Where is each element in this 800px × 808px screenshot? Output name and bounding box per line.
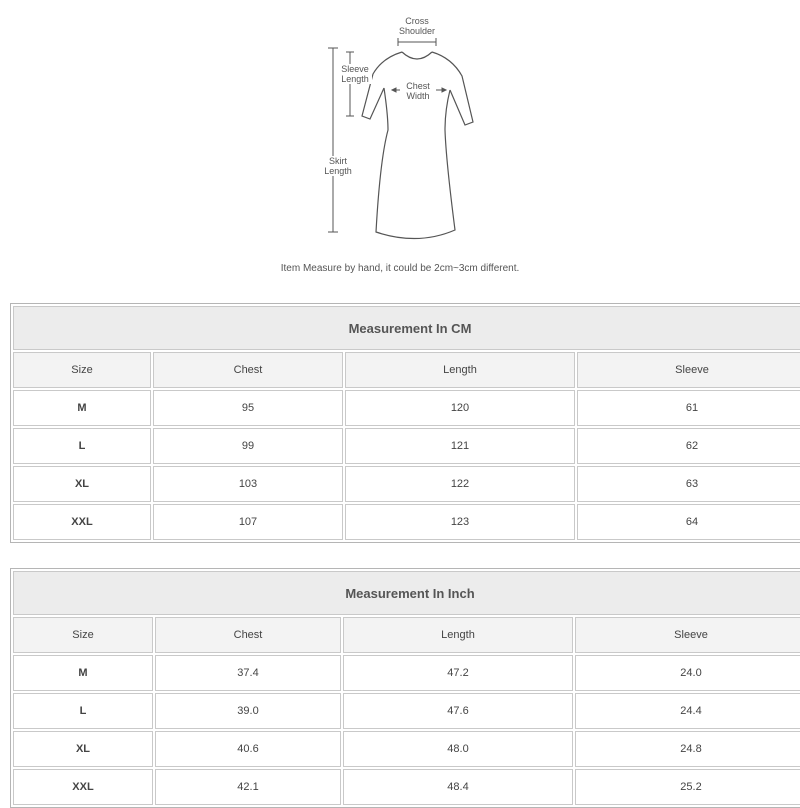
skirt-length-label: Skirt Length — [320, 156, 356, 176]
size-cell: L — [13, 693, 153, 729]
size-cell: L — [13, 428, 151, 464]
sleeve-length-label: Sleeve Length — [338, 64, 372, 84]
table-cell: 62 — [577, 428, 800, 464]
size-table-inch — [10, 568, 800, 808]
size-cell: XXL — [13, 769, 153, 805]
table-cell: 103 — [153, 466, 343, 502]
size-cell: XL — [13, 466, 151, 502]
table-cell: 48.4 — [343, 769, 573, 805]
column-header: Sleeve — [577, 352, 800, 388]
dress-measurement-diagram — [300, 10, 500, 250]
table-cell: 122 — [345, 466, 575, 502]
column-header: Size — [13, 352, 151, 388]
table-cell: 99 — [153, 428, 343, 464]
table-cell: 24.8 — [575, 731, 800, 767]
size-cell: M — [13, 655, 153, 691]
table-row — [13, 390, 800, 426]
column-header: Size — [13, 617, 153, 653]
dress-outline-icon — [300, 10, 500, 250]
table-row — [13, 466, 800, 502]
table-cell: 39.0 — [155, 693, 341, 729]
chest-width-label: Chest Width — [400, 81, 436, 101]
table-row — [13, 428, 800, 464]
table-row — [13, 655, 800, 691]
table-title: Measurement In Inch — [13, 571, 800, 615]
column-header: Length — [345, 352, 575, 388]
size-cell: XL — [13, 731, 153, 767]
table-header-row — [13, 617, 800, 653]
table-cell: 63 — [577, 466, 800, 502]
column-header: Length — [343, 617, 573, 653]
table-row — [13, 693, 800, 729]
table-row — [13, 504, 800, 540]
table-cell: 40.6 — [155, 731, 341, 767]
table-cell: 24.4 — [575, 693, 800, 729]
table-cell: 121 — [345, 428, 575, 464]
column-header: Chest — [155, 617, 341, 653]
table-cell: 37.4 — [155, 655, 341, 691]
table-cell: 47.6 — [343, 693, 573, 729]
table-title: Measurement In CM — [13, 306, 800, 350]
table-cell: 61 — [577, 390, 800, 426]
table-cell: 47.2 — [343, 655, 573, 691]
table-header-row — [13, 352, 800, 388]
table-cell: 107 — [153, 504, 343, 540]
table-cell: 48.0 — [343, 731, 573, 767]
column-header: Chest — [153, 352, 343, 388]
size-table-cm — [10, 303, 800, 543]
table-cell: 95 — [153, 390, 343, 426]
table-cell: 120 — [345, 390, 575, 426]
table-cell: 24.0 — [575, 655, 800, 691]
table-row — [13, 731, 800, 767]
cross-shoulder-label: Cross Shoulder — [398, 16, 436, 36]
table-cell: 42.1 — [155, 769, 341, 805]
column-header: Sleeve — [575, 617, 800, 653]
size-cell: XXL — [13, 504, 151, 540]
measurement-note: Item Measure by hand, it could be 2cm~3cm different. — [280, 263, 520, 274]
table-cell: 25.2 — [575, 769, 800, 805]
table-cell: 123 — [345, 504, 575, 540]
table-cell: 64 — [577, 504, 800, 540]
size-cell: M — [13, 390, 151, 426]
